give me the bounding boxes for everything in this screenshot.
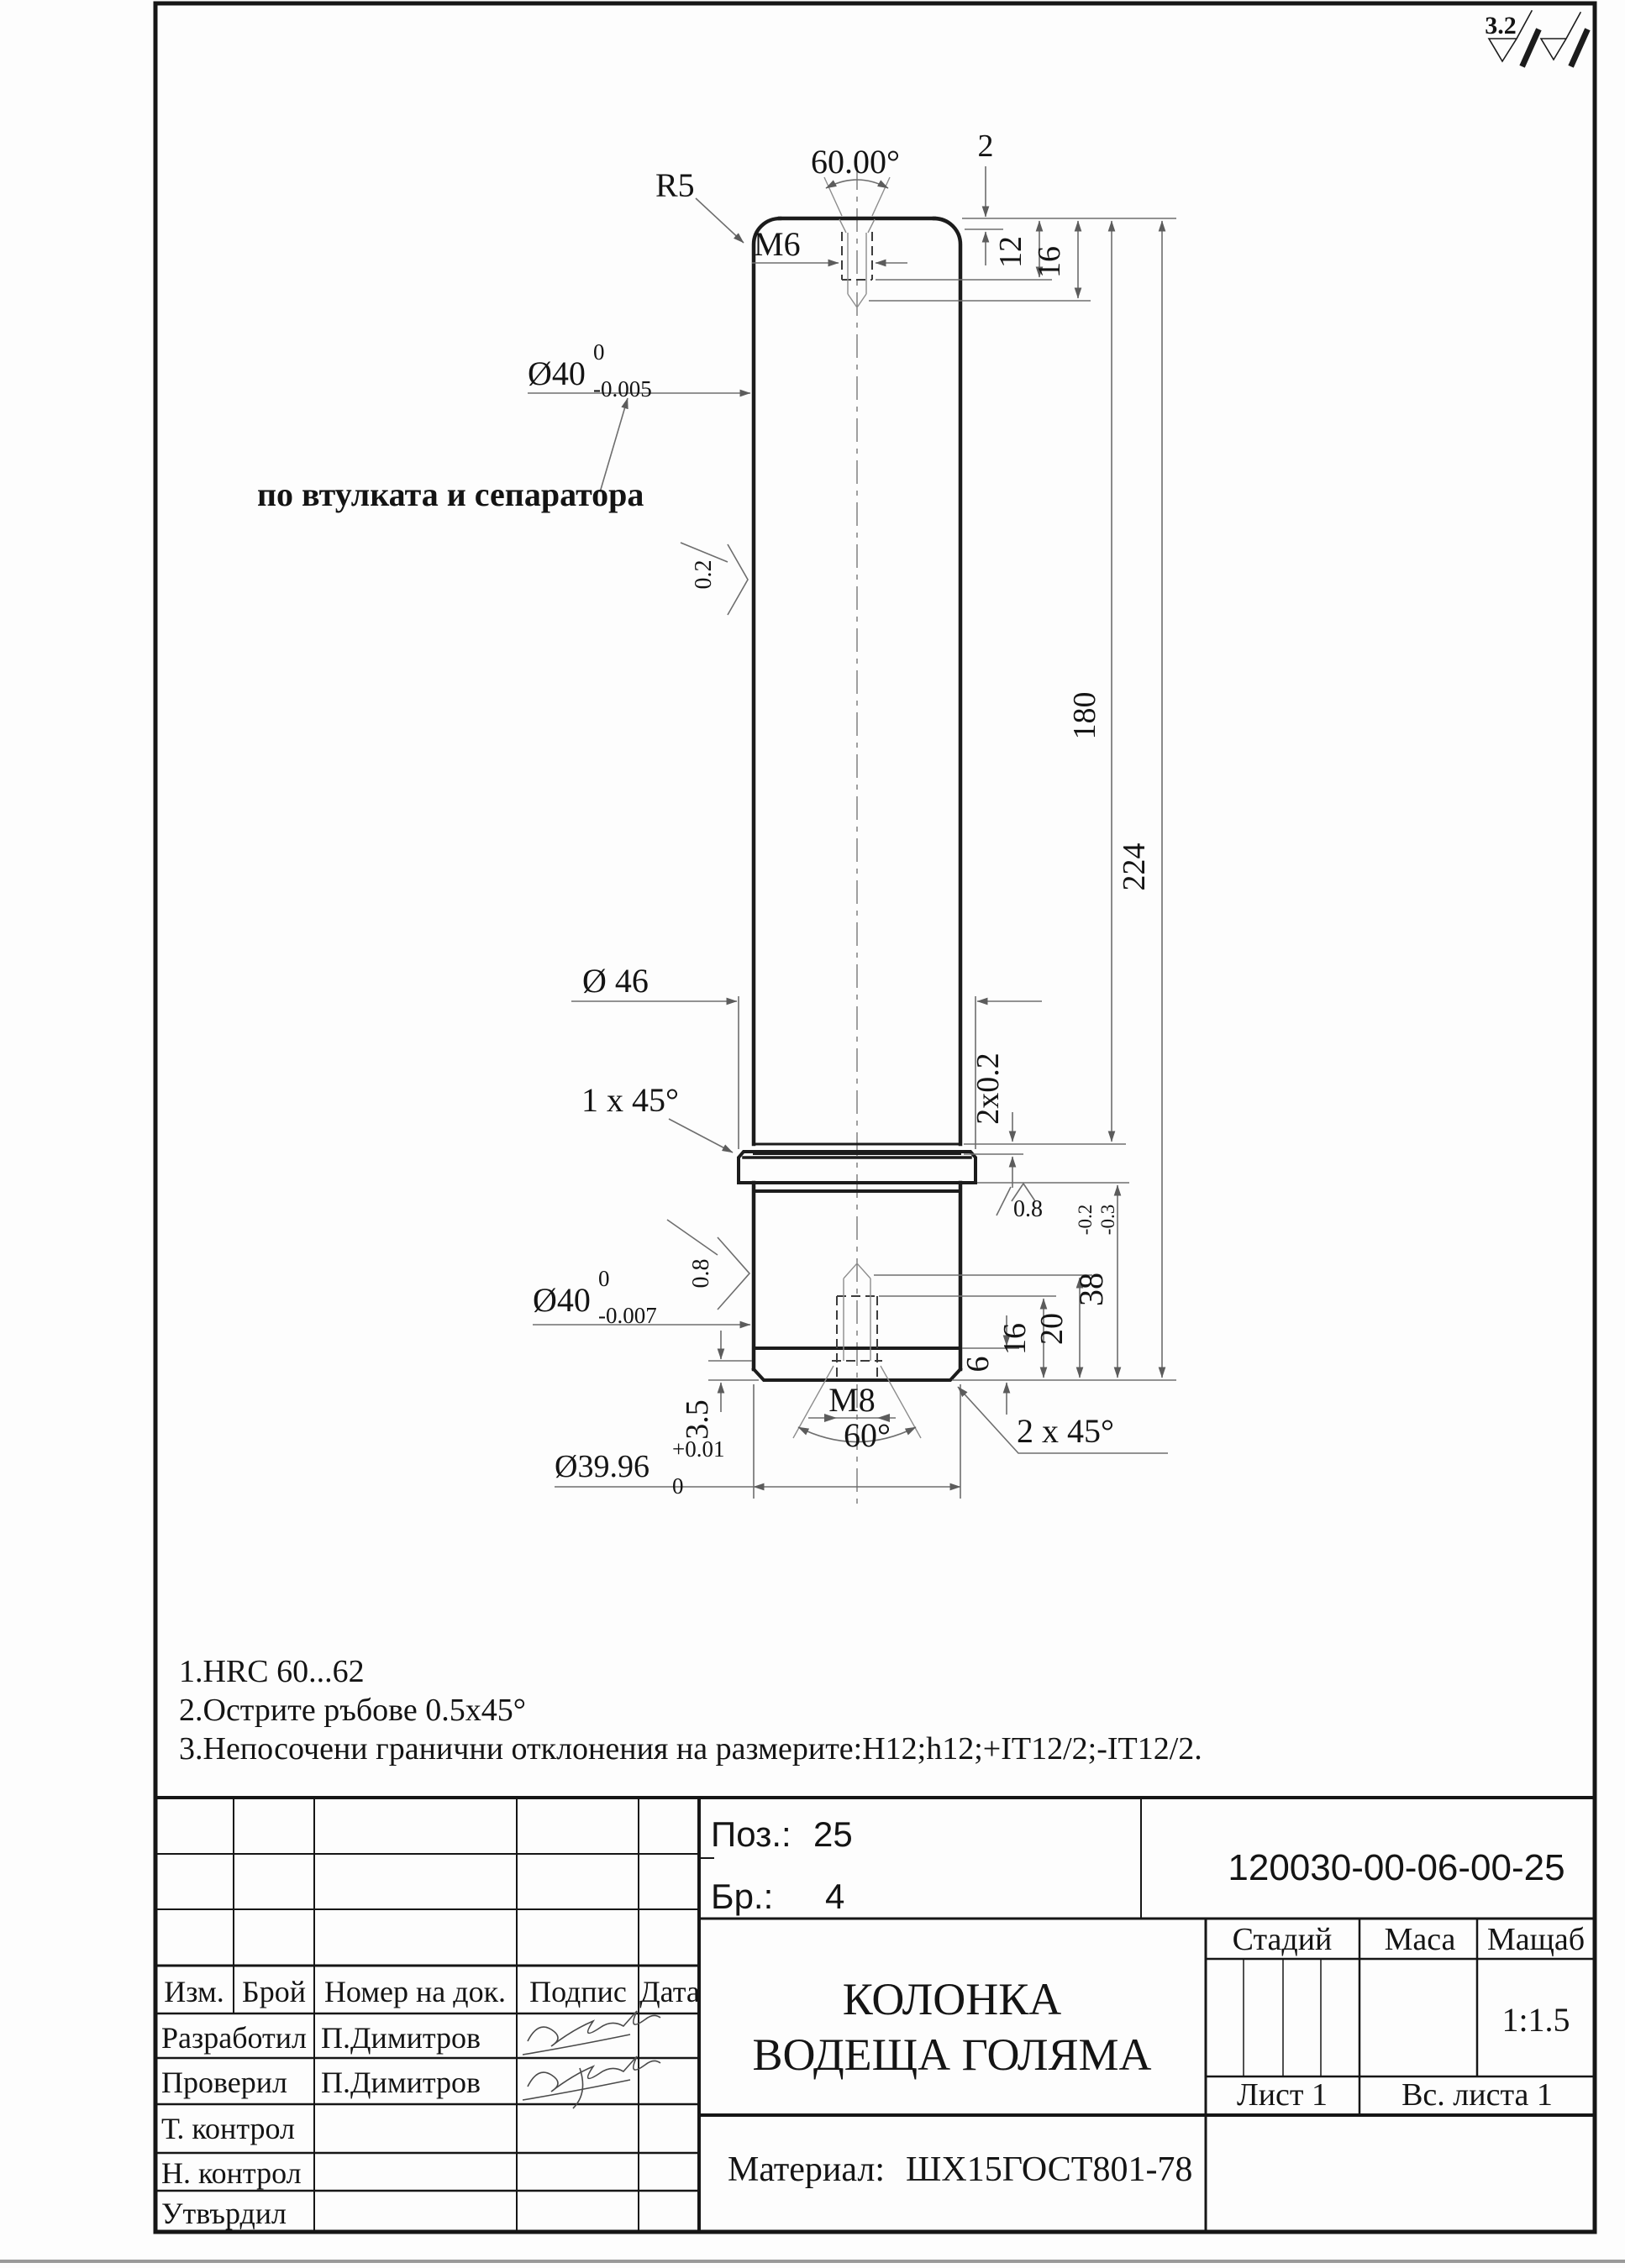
qty-value: 4 — [825, 1877, 845, 1916]
label-dim38-lo: -0.3 — [1097, 1204, 1118, 1236]
label-dia40-bot-lo: -0.007 — [598, 1303, 657, 1328]
label-dia40-top-hi: 0 — [593, 339, 605, 365]
scale-header: Мащаб — [1486, 1922, 1586, 1957]
part-title-line1: КОЛОНКА — [842, 1974, 1062, 2024]
label-dia3996-hi: +0.01 — [672, 1436, 725, 1462]
sheet-number: Лист 1 — [1236, 2077, 1328, 2113]
part-title-line2: ВОДЕЩА ГОЛЯМА — [752, 2029, 1152, 2080]
doc-number: 120030-00-06-00-25 — [1228, 1847, 1565, 1888]
row-ncontrol: Н. контрол — [161, 2156, 302, 2190]
material-label: Материал: — [728, 2150, 886, 2189]
label-dim16: 16 — [1032, 246, 1067, 278]
label-dim6: 6 — [960, 1356, 996, 1373]
label-dia40-bot: Ø40 — [533, 1281, 591, 1319]
note-2: 2.Острите ръбове 0.5х45° — [179, 1693, 526, 1728]
total-sheets: Вс. листа 1 — [1401, 2077, 1553, 2113]
pos-value: 25 — [813, 1814, 853, 1854]
col-izm: Изм. — [164, 1975, 224, 2008]
col-sign: Подпис — [529, 1975, 627, 2008]
col-broj: Брой — [242, 1975, 306, 2008]
checked-by: П.Димитров — [321, 2066, 481, 2099]
label-surface-note: по втулката и сепаратора — [257, 475, 644, 513]
col-doc: Номер на док. — [323, 1975, 507, 2008]
label-dim180: 180 — [1067, 691, 1102, 740]
note-3: 3.Непосочени гранични отклонения на размерите:H12;h12;+IT12/2;-IT12/2. — [179, 1731, 1202, 1767]
signature-developed — [523, 2011, 660, 2055]
label-dim38: 38 — [1072, 1273, 1110, 1306]
label-dim224: 224 — [1117, 843, 1152, 891]
technical-notes — [179, 1654, 1202, 1767]
dimensions-right — [869, 166, 1176, 1415]
material-value: ШХ15ГОСТ801-78 — [906, 2150, 1193, 2189]
qty-label: Бр.: — [711, 1877, 774, 1916]
label-rough-08-right: 0.8 — [1013, 1196, 1043, 1222]
row-checked: Проверил — [161, 2066, 287, 2099]
label-m8: M8 — [828, 1381, 876, 1419]
label-chamfer-bot: 2 x 45° — [1017, 1412, 1114, 1450]
label-m6: M6 — [754, 225, 801, 263]
label-rough-08-left: 0.8 — [688, 1258, 714, 1289]
sheet-frame — [0, 3, 1625, 2261]
label-dia40-top-lo: -0.005 — [593, 376, 652, 402]
stage-header: Стадий — [1232, 1922, 1333, 1957]
title-block-text — [161, 1814, 1585, 2230]
signature-checked — [523, 2056, 660, 2108]
part-outline — [739, 166, 976, 1508]
label-angle-top: 60.00° — [811, 143, 900, 181]
label-dia40-bot-hi: 0 — [598, 1266, 610, 1291]
label-dia3996: Ø39.96 — [555, 1449, 649, 1484]
pos-label: Поз.: — [711, 1814, 791, 1854]
label-angle-bot: 60° — [844, 1416, 891, 1454]
label-dia46: Ø 46 — [582, 962, 649, 1000]
row-approved: Утвърдил — [161, 2197, 287, 2230]
label-dim16b: 16 — [997, 1323, 1033, 1355]
label-dim12: 12 — [993, 236, 1028, 268]
drawing-labels — [257, 129, 1152, 1499]
label-dim2: 2 — [977, 129, 994, 164]
label-dim38-hi: -0.2 — [1075, 1204, 1096, 1236]
row-tcontrol: Т. контрол — [161, 2112, 295, 2145]
label-dia3996-lo: 0 — [672, 1473, 684, 1499]
label-chamfer-top: 1 x 45° — [581, 1081, 679, 1119]
note-1: 1.HRC 60...62 — [179, 1654, 365, 1689]
label-dim35: 3.5 — [680, 1399, 715, 1440]
label-dim20: 20 — [1034, 1313, 1070, 1345]
label-dia40-top: Ø40 — [528, 354, 586, 392]
label-groove: 2x0.2 — [970, 1053, 1006, 1125]
developed-by: П.Димитров — [321, 2021, 481, 2055]
scale-value: 1:1.5 — [1501, 2001, 1570, 2039]
roughness-value: 3.2 — [1485, 12, 1517, 39]
row-developed: Разработил — [161, 2021, 308, 2055]
mass-header: Маса — [1384, 1922, 1456, 1957]
label-r5: R5 — [655, 166, 695, 204]
col-date: Дата — [639, 1975, 700, 2008]
general-roughness-symbol — [1485, 11, 1586, 64]
label-rough-02: 0.2 — [691, 559, 717, 590]
